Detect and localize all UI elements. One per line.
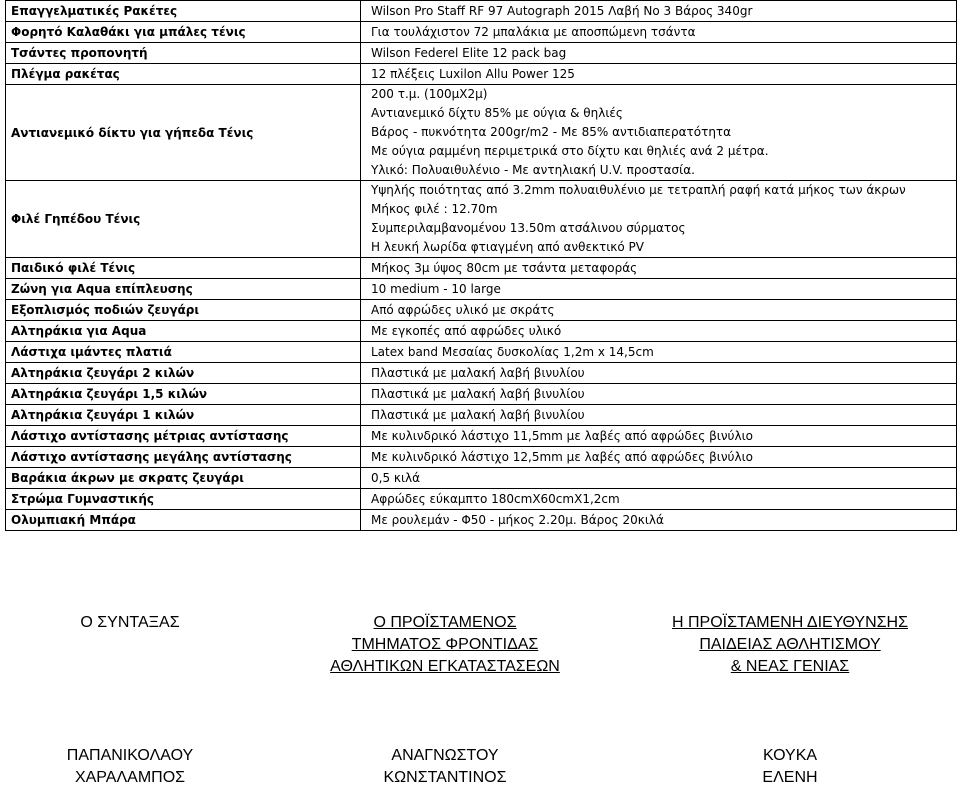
item-label: Φιλέ Γηπέδου Τένις — [6, 181, 361, 258]
item-label: Επαγγελματικές Ρακέτες — [6, 1, 361, 22]
table-row — [6, 468, 957, 489]
signature-name-author: ΠΑΠΑΝΙΚΟΛΑΟΥ ΧΑΡΑΛΑΜΠΟΣ — [66, 747, 194, 786]
item-description: Με κυλινδρικό λάστιχο 12,5mm με λαβές από αφρώδες βινύλιο — [361, 447, 957, 468]
item-label: Αλτηράκια ζευγάρι 1 κιλών — [6, 405, 361, 426]
signature-name-director: ΚΟΥΚΑ ΕΛΕΝΗ — [762, 747, 818, 786]
item-description: Μήκος 3μ ύψος 80cm με τσάντα μεταφοράς — [361, 258, 957, 279]
signature-name-procurement-head: ΑΝΑΓΝΩΣΤΟΥ ΚΩΝΣΤΑΝΤΙΝΟΣ — [383, 747, 507, 786]
item-description: Για τουλάχιστον 72 μπαλάκια με αποσπώμενη τσάντα — [361, 22, 957, 43]
item-label: Ολυμπιακή Μπάρα — [6, 510, 361, 531]
specifications-table — [5, 0, 957, 531]
item-description: Αφρώδες εύκαμπτο 180cmX60cmX1,2cm — [361, 489, 957, 510]
table-row — [6, 447, 957, 468]
table-row — [6, 342, 957, 363]
signature-title-director: Η ΠΡΟΪΣΤΑΜΕΝΗ ΔΙΕΥΘΥΝΣΗΣ ΠΑΙΔΕΙΑΣ ΑΘΛΗΤΙΣΜΟΥ & ΝΕΑΣ ΓΕΝΙΑΣ — [671, 614, 908, 675]
item-label: Αλτηράκια ζευγάρι 1,5 κιλών — [6, 384, 361, 405]
item-description: Υψηλής ποιότητας από 3.2mm πολυαιθυλένιο με τετραπλή ραφή κατά μήκος των άκρων Μήκος φιλέ : 12.70m Συμπεριλαμβανομένου 13.50m ατσάλινου σύρματος Η λευκή λωρίδα φτιαγμένη από ανθεκτικό PV — [361, 181, 957, 258]
item-label: Αλτηράκια για Aqua — [6, 321, 361, 342]
item-label: Λάστιχα ιμάντες πλατιά — [6, 342, 361, 363]
table-row — [6, 510, 957, 531]
item-label: Βαράκια άκρων με σκρατς ζευγάρι — [6, 468, 361, 489]
table-row — [6, 489, 957, 510]
item-label: Εξοπλισμός ποδιών ζευγάρι — [6, 300, 361, 321]
signature-title-procurement-head: Ο ΠΡΟΪΣΤΑΜΕΝΟΣ ΤΜΗΜΑΤΟΣ ΦΡΟΝΤΙΔΑΣ ΑΘΛΗΤΙΚΩΝ ΕΓΚΑΤΑΣΤΑΣΕΩΝ — [330, 614, 560, 675]
item-label: Λάστιχο αντίστασης μεγάλης αντίστασης — [6, 447, 361, 468]
item-label: Φορητό Καλαθάκι για μπάλες τένις — [6, 22, 361, 43]
item-description: Πλαστικά με μαλακή λαβή βινυλίου — [361, 405, 957, 426]
item-label: Αλτηράκια ζευγάρι 2 κιλών — [6, 363, 361, 384]
table-row — [6, 405, 957, 426]
item-description: 0,5 κιλά — [361, 468, 957, 489]
table-row — [6, 300, 957, 321]
table-row — [6, 43, 957, 64]
item-description: Wilson Pro Staff RF 97 Autograph 2015 Λαβή No 3 Βάρος 340gr — [361, 1, 957, 22]
item-label: Πλέγμα ρακέτας — [6, 64, 361, 85]
item-label: Στρώμα Γυμναστικής — [6, 489, 361, 510]
item-description: Wilson Federel Elite 12 pack bag — [361, 43, 957, 64]
table-row — [6, 22, 957, 43]
item-description: 10 medium - 10 large — [361, 279, 957, 300]
item-label: Αντιανεμικό δίκτυ για γήπεδα Τένις — [6, 85, 361, 181]
table-row — [6, 426, 957, 447]
item-label: Παιδικό φιλέ Τένις — [6, 258, 361, 279]
item-description: Με κυλινδρικό λάστιχο 11,5mm με λαβές από αφρώδες βινύλιο — [361, 426, 957, 447]
signature-title-author: Ο ΣΥΝΤΑΞΑΣ — [80, 614, 180, 631]
table-row — [6, 363, 957, 384]
item-label: Τσάντες προπονητή — [6, 43, 361, 64]
table-row — [6, 384, 957, 405]
table-row — [6, 321, 957, 342]
item-description: Latex band Μεσαίας δυσκολίας 1,2m x 14,5cm — [361, 342, 957, 363]
item-description: Πλαστικά με μαλακή λαβή βινυλίου — [361, 384, 957, 405]
item-description: Από αφρώδες υλικό με σκράτς — [361, 300, 957, 321]
item-description: Με ρουλεμάν - Φ50 - μήκος 2.20μ. Βάρος 20κιλά — [361, 510, 957, 531]
table-row — [6, 181, 957, 258]
table-row — [6, 258, 957, 279]
item-description: Πλαστικά με μαλακή λαβή βινυλίου — [361, 363, 957, 384]
item-description: Με εγκοπές από αφρώδες υλικό — [361, 321, 957, 342]
table-row — [6, 279, 957, 300]
item-description: 12 πλέξεις Luxilon Allu Power 125 — [361, 64, 957, 85]
item-label: Λάστιχο αντίστασης μέτριας αντίστασης — [6, 426, 361, 447]
table-row — [6, 64, 957, 85]
item-label: Ζώνη για Aqua επίπλευσης — [6, 279, 361, 300]
table-row — [6, 85, 957, 181]
item-description: 200 τ.μ. (100μΧ2μ) Αντιανεμικό δίχτυ 85% με ούγια & θηλιές Βάρος - πυκνότητα 200gr/m2 - Με 85% αντιδιαπερατότητα Με ούγια ραμμένη περιμετρικά στο δίχτυ και θηλιές ανά 2 μέτρα. Υλικό: Πολυαιθυλένιο - Με αντηλιακή U.V. προστασία. — [361, 85, 957, 181]
table-row — [6, 1, 957, 22]
